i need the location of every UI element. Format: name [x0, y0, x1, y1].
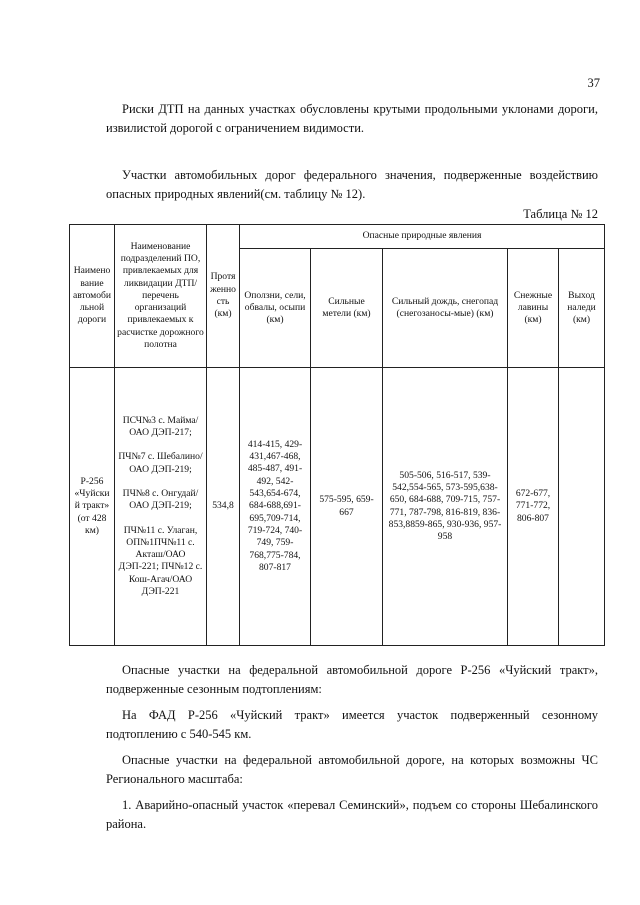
table-label: Таблица № 12 [523, 207, 598, 221]
unit-entry: ПЧ№11 с. Улаган, ОП№1ПЧ№11 с. Акташ/ОАО ДЭП-221; ПЧ№12 с. Кош-Агач/ОАО ДЭП-221 [118, 524, 203, 597]
cell-rain-snow: 505-506, 516-517, 539-542,554-565, 573-595,638-650, 684-688, 709-715, 757-771, 787-798, 816-819, 836-853,8859-865, 930-936, 957-958 [383, 368, 508, 646]
header-road: Наименование автомобильной дороги [70, 225, 115, 368]
paragraph-intro: Участки автомобильных дорог федерального значения, подверженные воздействию опасных природных явлений(см. таблицу № 12). [106, 168, 598, 201]
cell-road: Р-256 «Чуйский тракт» (от 428 км) [70, 368, 115, 646]
unit-entry: ПЧ№8 с. Онгудай/ ОАО ДЭП-219; [122, 487, 199, 512]
paragraph-regional-intro: Опасные участки на федеральной автомобильной дороге, на которых возможны ЧС Регионального масштаба: [106, 753, 598, 786]
header-avalanches: Снежные лавины (км) [508, 249, 559, 368]
header-rain-snow: Сильный дождь, снегопад (снегозаносы-мые) (км) [383, 249, 508, 368]
cell-icing [559, 368, 605, 646]
paragraph-item-1: 1. Аварийно-опасный участок «перевал Семинский», подъем со стороны Шебалинского района. [106, 798, 598, 831]
header-phenomena: Опасные природные явления [240, 225, 605, 249]
header-blizzards: Сильные метели (км) [311, 249, 383, 368]
unit-entry: ПЧ№7 с. Шебалино/ОАО ДЭП-219; [118, 451, 203, 475]
paragraph-flood-intro: Опасные участки на федеральной автомобильной дороге Р-256 «Чуйский тракт», подверженные сезонным подтоплениям: [106, 663, 598, 696]
header-landslides: Оползни, сели, обвалы, осыпи (км) [240, 249, 311, 368]
cell-blizzards: 575-595, 659-667 [311, 368, 383, 646]
header-icing: Выход наледи (км) [559, 249, 605, 368]
table-row [70, 368, 605, 646]
cell-units [115, 368, 207, 646]
header-length: Протяженность (км) [207, 225, 240, 368]
cell-length: 534,8 [207, 368, 240, 646]
cell-avalanches: 672-677, 771-772, 806-807 [508, 368, 559, 646]
paragraph-risks: Риски ДТП на данных участках обусловлены крутыми продольными уклонами дороги, извилистой дорогой с ограничением видимости. [106, 102, 598, 135]
page-number: 37 [587, 76, 600, 90]
header-units: Наименование подразделений ПО, привлекаемых для ликвидации ДТП/перечень организаций привлекаемых к расчистке дорожного полотна [115, 225, 207, 368]
paragraph-flood-detail: На ФАД Р-256 «Чуйский тракт» имеется участок подверженный сезонному подтоплению с 540-545 км. [106, 708, 598, 741]
unit-entry: ПСЧ№3 с. Майма/ОАО ДЭП-217; [122, 414, 199, 439]
cell-landslides: 414-415, 429-431,467-468, 485-487, 491-492, 542-543,654-674, 684-688,691-695,709-714, 719-724, 740-749, 759-768,775-784, 807-817 [240, 368, 311, 646]
hazard-table [69, 224, 605, 646]
